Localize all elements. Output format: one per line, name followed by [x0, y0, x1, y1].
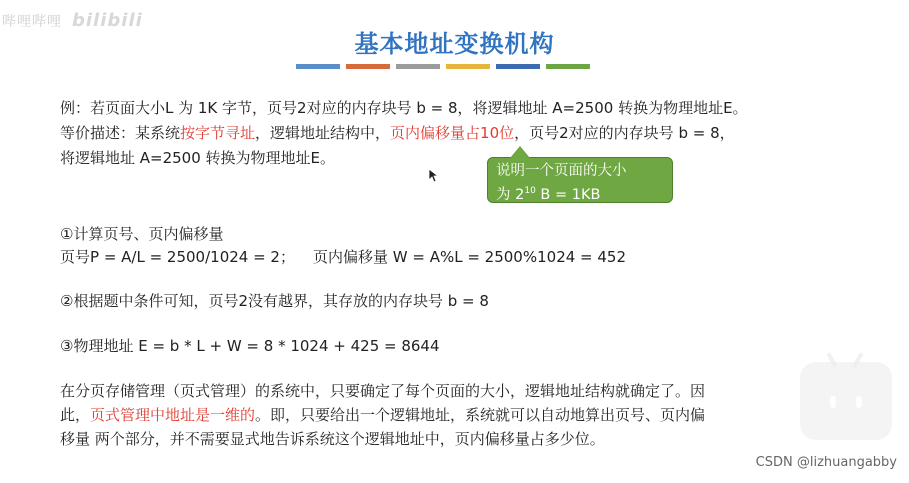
byte-addressing-highlight: 按字节寻址 — [180, 124, 256, 142]
summary-line-2 — [60, 404, 705, 425]
bilibili-tv-icon — [800, 362, 892, 440]
step1-title: ①计算页号、页内偏移量 — [60, 225, 224, 243]
title-bar-5 — [496, 64, 540, 69]
callout-line-2 — [496, 181, 664, 205]
summary-line-2-post: 。即，只要给出一个逻辑地址，系统就可以自动地算出页号、页内偏 — [255, 406, 706, 424]
watermark-text: 哔哩哔哩 — [2, 14, 62, 30]
step1-formula-page-number: 页号P = A/L = 2500/1024 = 2； — [60, 248, 295, 266]
callout-line-2-post: B = 1KB — [535, 186, 601, 203]
title-bar-4 — [446, 64, 490, 69]
title-bar-2 — [346, 64, 390, 69]
callout-line-1: 说明一个页面的大小 — [496, 163, 627, 179]
summary-line-3: 移量 两个部分，并不需要显式地告诉系统这个逻辑地址中，页内偏移量占多少位。 — [60, 430, 605, 448]
summary-line-2-pre: 此， — [60, 406, 91, 424]
example-line-2-mid: ，逻辑地址结构中， — [255, 124, 391, 142]
example-line-2-post: ，页号2对应的内存块号 b = 8， — [514, 124, 735, 142]
example-line-3: 将逻辑地址 A=2500 转换为物理地址E。 — [60, 149, 336, 167]
callout-line-2-pre: 为 2 — [496, 186, 525, 203]
bilibili-logo: bilibili — [72, 10, 143, 31]
title-bar-3 — [396, 64, 440, 69]
page-size-callout — [487, 157, 673, 203]
example-line-1: 例：若页面大小L 为 1K 字节，页号2对应的内存块号 b = 8，将逻辑地址 A=2500 转换为物理地址E。 — [60, 99, 748, 117]
example-line-2-pre: 等价描述：某系统 — [60, 124, 181, 142]
offset-bits-highlight: 页内偏移量占10位 — [390, 124, 515, 142]
title-underline-bars — [296, 64, 590, 69]
mouse-cursor-icon — [428, 168, 438, 183]
title-bar-6 — [546, 64, 590, 69]
callout-exponent: 10 — [524, 186, 536, 196]
summary-line-1: 在分页存储管理（页式管理）的系统中，只要确定了每个页面的大小，逻辑地址结构就确定了。因 — [60, 382, 706, 400]
step2-text: ②根据题中条件可知，页号2没有越界，其存放的内存块号 b = 8 — [60, 292, 489, 310]
step3-text: ③物理地址 E = b * L + W = 8 * 1024 + 425 = 8644 — [60, 337, 440, 355]
step1-formula-offset: 页内偏移量 W = A%L = 2500%1024 = 452 — [313, 248, 627, 266]
csdn-credit: CSDN @lizhuangabby — [755, 455, 897, 470]
slide-title: 基本地址变换机构 — [354, 30, 555, 58]
one-dimensional-highlight: 页式管理中地址是一维的 — [90, 406, 256, 424]
title-bar-1 — [296, 64, 340, 69]
example-line-2 — [60, 122, 735, 143]
